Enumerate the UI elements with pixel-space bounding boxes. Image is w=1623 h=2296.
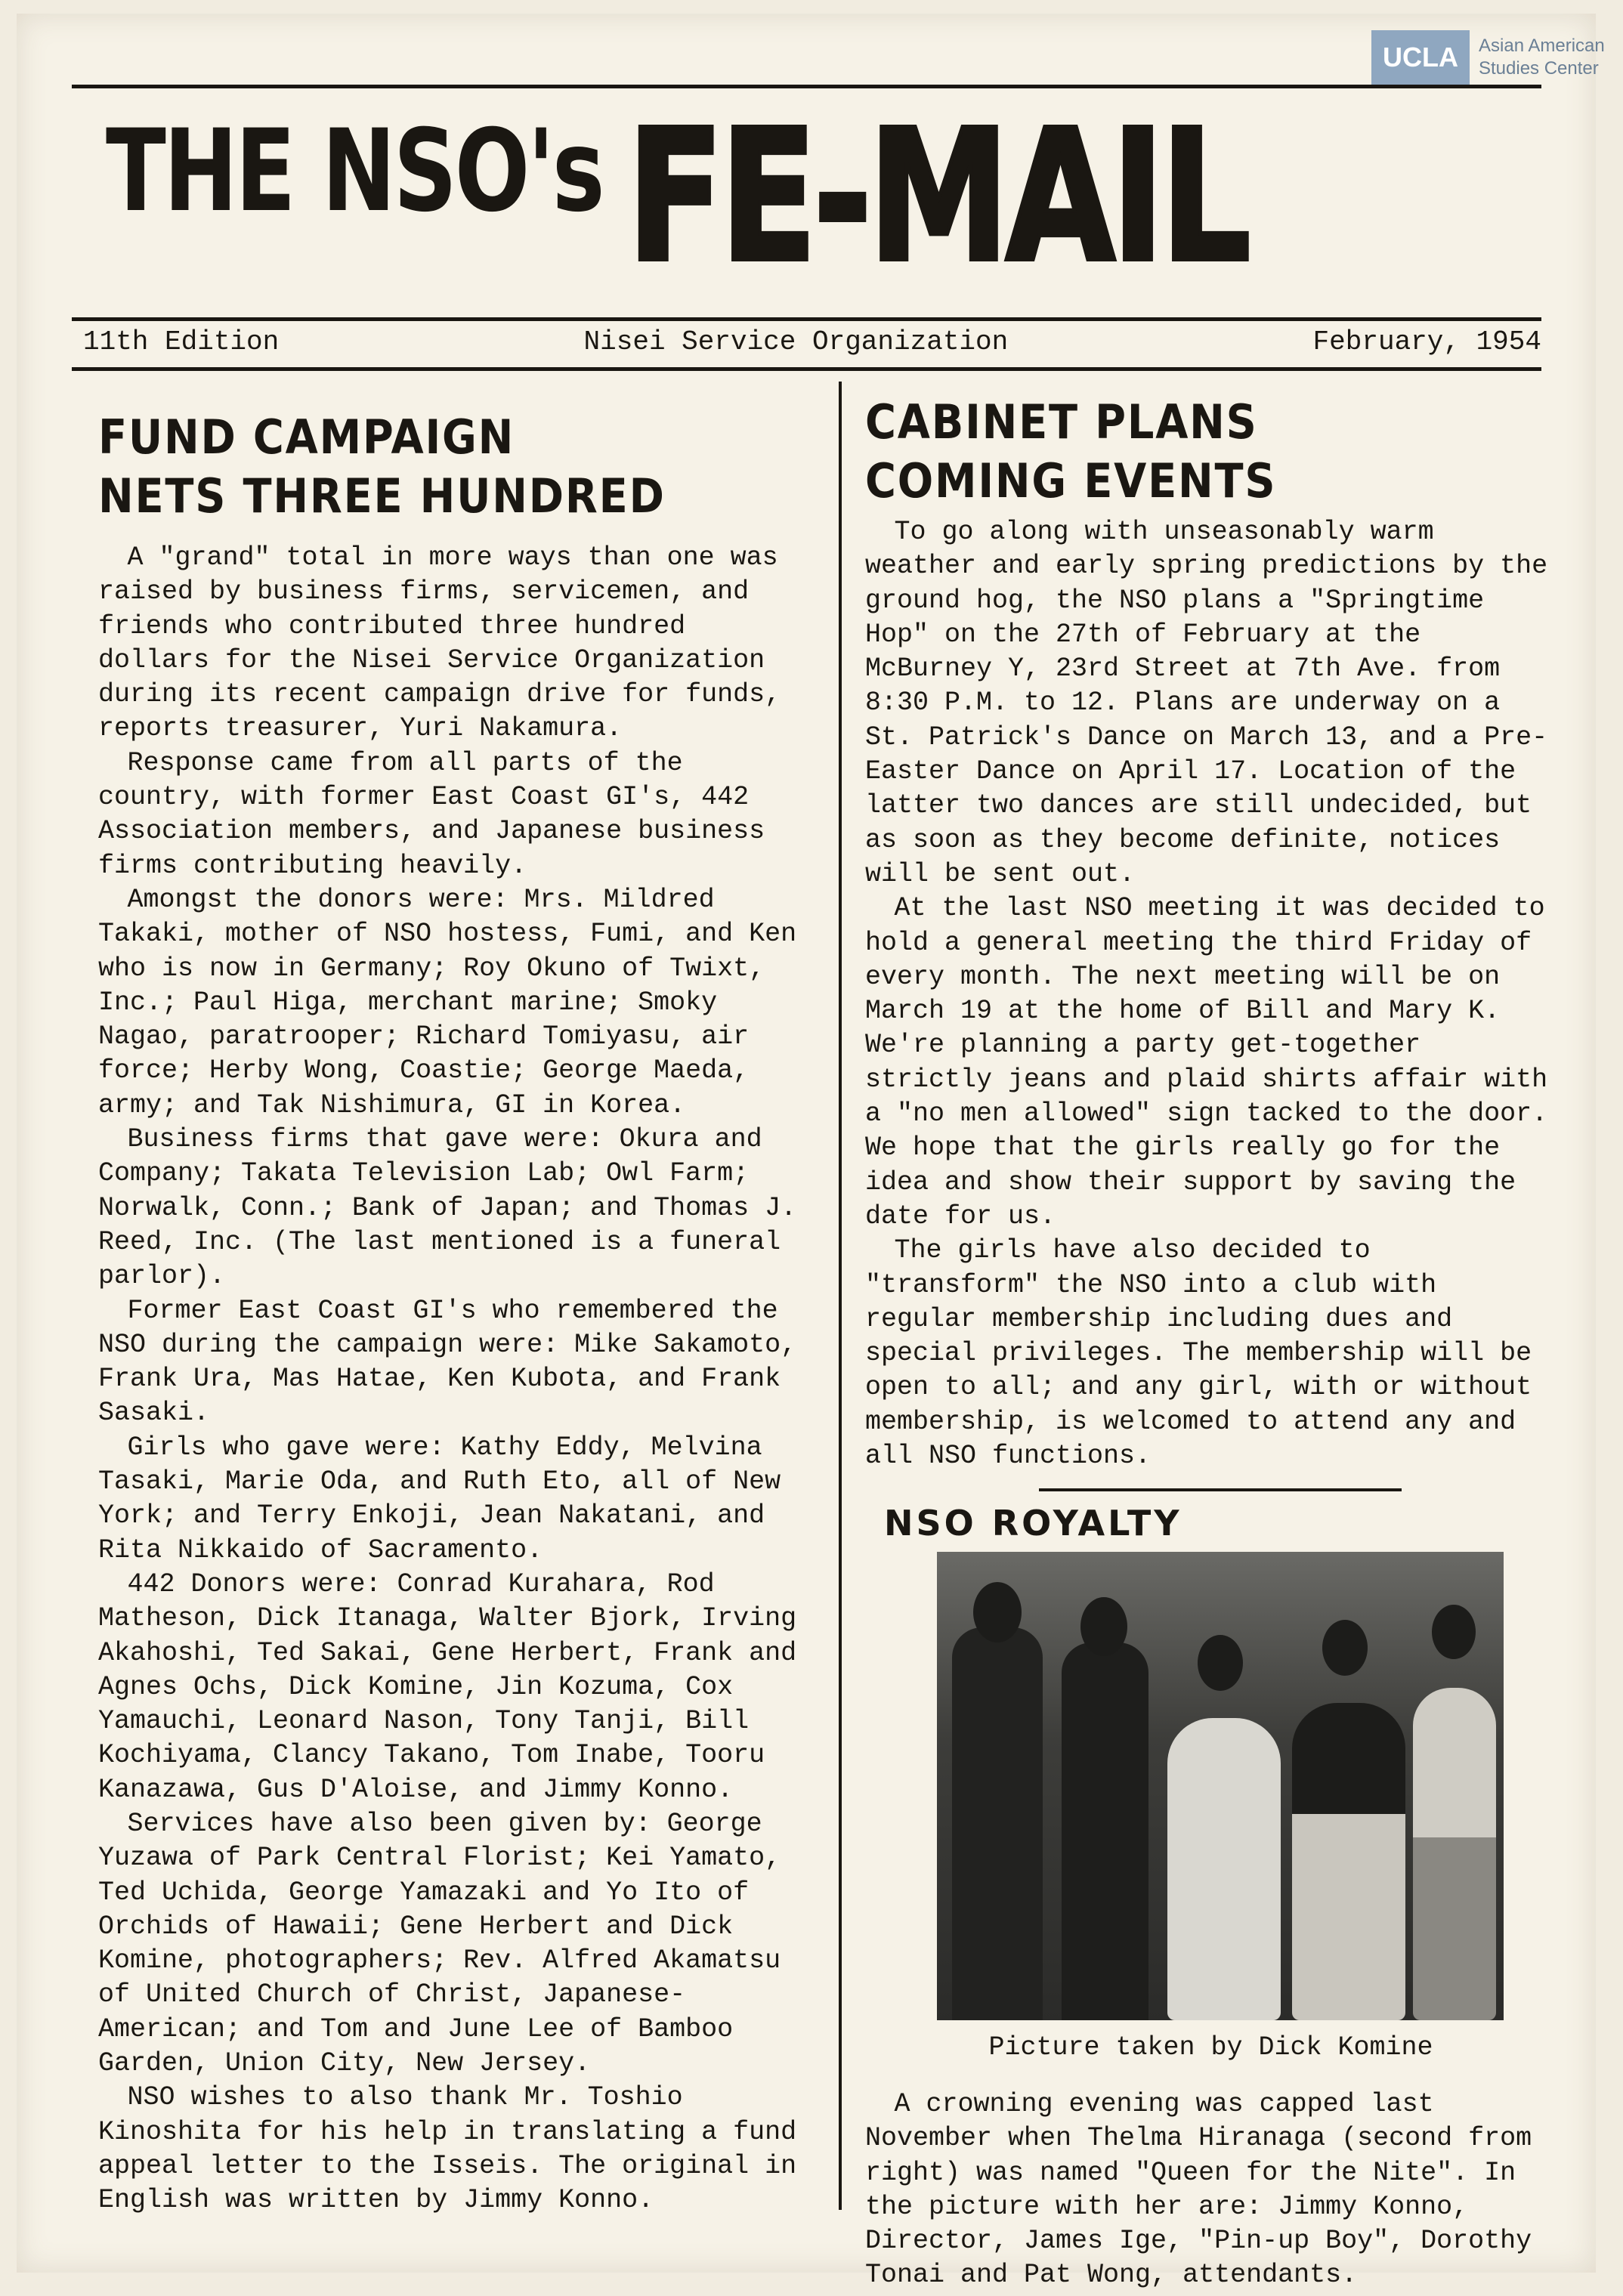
- photo-figure: [1167, 1718, 1281, 2020]
- article-paragraph: Former East Coast GI's who remembered the NSO during the campaign were: Mike Sakamoto, Frank Ura, Mas Hatae, Ken Kubota, and Frank Sasaki.: [98, 1295, 797, 1429]
- article-paragraph: 442 Donors were: Conrad Kurahara, Rod Matheson, Dick Itanaga, Walter Bjork, Irving Akahoshi, Ted Sakai, Gene Herbert, Frank and Agnes Ochs, Dick Komine, Jin Kozuma, Cox Yamauchi, Leonard Nason, Tony Tanji, Bill Kochiyama, Clancy Takano, Tom Inabe, Tooru Kanazawa, Gus D'Aloise, and Jimmy Konno.: [98, 1568, 797, 1805]
- masthead-left-title: THE NSO's: [106, 106, 603, 237]
- article-paragraph: A crowning evening was capped last November when Thelma Hiranaga (second from right) was named "Queen for the Nite". In the picture with her are: Jimmy Konno, Director, James Ige, "Pin-up Boy", Dorothy Tonai and Pat Wong, attendants.: [865, 2088, 1532, 2291]
- photo-figure: [1292, 1703, 1405, 2020]
- ucla-badge: [1371, 30, 1615, 85]
- photo-figure: [1432, 1605, 1476, 1659]
- masthead-rule-upper: [72, 317, 1541, 321]
- photo-figure: [952, 1627, 1043, 2020]
- edition-number: 11th Edition: [83, 326, 280, 357]
- masthead-top-rule: [72, 85, 1541, 88]
- column-divider: [839, 382, 842, 2210]
- masthead-rule-lower: [72, 367, 1541, 371]
- issue-date: February, 1954: [1312, 326, 1541, 357]
- photo-figure: [1198, 1635, 1243, 1691]
- photo-figure: [1080, 1597, 1127, 1656]
- photo-caption: Picture taken by Dick Komine: [988, 2032, 1433, 2063]
- ucla-org-name: Asian American Studies Center: [1479, 36, 1605, 79]
- nso-royalty-headline: NSO ROYALTY: [884, 1503, 1182, 1544]
- photo-figure: [1322, 1620, 1368, 1676]
- article-paragraph: Amongst the donors were: Mrs. Mildred Takaki, mother of NSO hostess, Fumi, and Ken who is now in Germany; Roy Okuno of Twixt, Inc.; Paul Higa, merchant marine; Smoky Nagao, paratrooper; Richard Tomiyasu, air force; Herby Wong, Coastie; George Maeda, army; and Tak Nishimura, GI in Korea.: [98, 884, 797, 1120]
- fund-campaign-headline: FUND CAMPAIGN NETS THREE HUNDRED: [98, 409, 666, 524]
- masthead: [98, 91, 1534, 317]
- article-paragraph: The girls have also decided to "transform" the NSO into a club with regular membership including dues and special privileges. The membership will be open to all; and any girl, with or without membership, is welcomed to attend any and all NSO functions.: [865, 1235, 1532, 1472]
- ucla-logo: UCLA: [1371, 30, 1470, 85]
- left-column: [98, 408, 805, 2218]
- masthead-right-title: FE-MAIL: [627, 91, 1247, 302]
- article-paragraph: Girls who gave were: Kathy Eddy, Melvina Tasaki, Marie Oda, and Ruth Eto, all of New York; and Terry Enkoji, Jean Nakatani, and Rita Nikkaido of Sacramento.: [98, 1432, 781, 1565]
- cabinet-plans-headline: CABINET PLANS COMING EVENTS: [865, 394, 1277, 508]
- organization-name: Nisei Service Organization: [583, 326, 1009, 357]
- right-column: [865, 393, 1557, 2293]
- article-paragraph: At the last NSO meeting it was decided to hold a general meeting the third Friday of every month. The next meeting will be on March 19 at the home of Bill and Mary K. We're planning a party get-together strictly jeans and plaid shirts affair with a "no men allowed" sign tacked to the door. We hope that the girls really go for the idea and show their support by saving the date for us.: [865, 893, 1548, 1231]
- photo-figure: [1413, 1688, 1496, 2020]
- royalty-photo: [937, 1552, 1504, 2020]
- edition-bar: [83, 326, 1541, 357]
- section-rule: [1039, 1488, 1402, 1491]
- article-paragraph: Business firms that gave were: Okura and Company; Takata Television Lab; Owl Farm; Norwalk, Conn.; Bank of Japan; and Thomas J. Reed, Inc. (The last mentioned is a funeral parlor).: [98, 1124, 797, 1292]
- article-paragraph: To go along with unseasonably warm weather and early spring predictions by the ground hog, the NSO plans a "Springtime Hop" on the 27th of February at the McBurney Y, 23rd Street at 7th Ave. from 8:30 P.M. to 12. Plans are underway on a St. Patrick's Dance on March 13, and a Pre-Easter Dance on April 17. Location of the latter two dances are still undecided, but as soon as they become definite, notices will be sent out.: [865, 517, 1548, 889]
- article-paragraph: Response came from all parts of the country, with former East Coast GI's, 442 Association members, and Japanese business firms contributing heavily.: [98, 747, 765, 881]
- article-paragraph: Services have also been given by: George Yuzawa of Park Central Florist; Kei Yamato, Ted Uchida, George Yamazaki and Yo Ito of Orchids of Hawaii; Gene Herbert and Dick Komine, photographers; Rev. Alfred Akamatsu of United Church of Christ, Japanese-American; and Tom and June Lee of Bamboo Garden, Union City, New Jersey.: [98, 1808, 781, 2079]
- article-paragraph: NSO wishes to also thank Mr. Toshio Kinoshita for his help in translating a fund appeal letter to the Isseis. The original in English was written by Jimmy Konno.: [98, 2082, 797, 2216]
- photo-figure: [1062, 1642, 1148, 2020]
- photo-figure: [973, 1582, 1022, 1642]
- article-paragraph: A "grand" total in more ways than one was raised by business firms, servicemen, and friends who contributed three hundred dollars for the Nisei Service Organization during its recent campaign drive for funds, reports treasurer, Yuri Nakamura.: [98, 542, 781, 744]
